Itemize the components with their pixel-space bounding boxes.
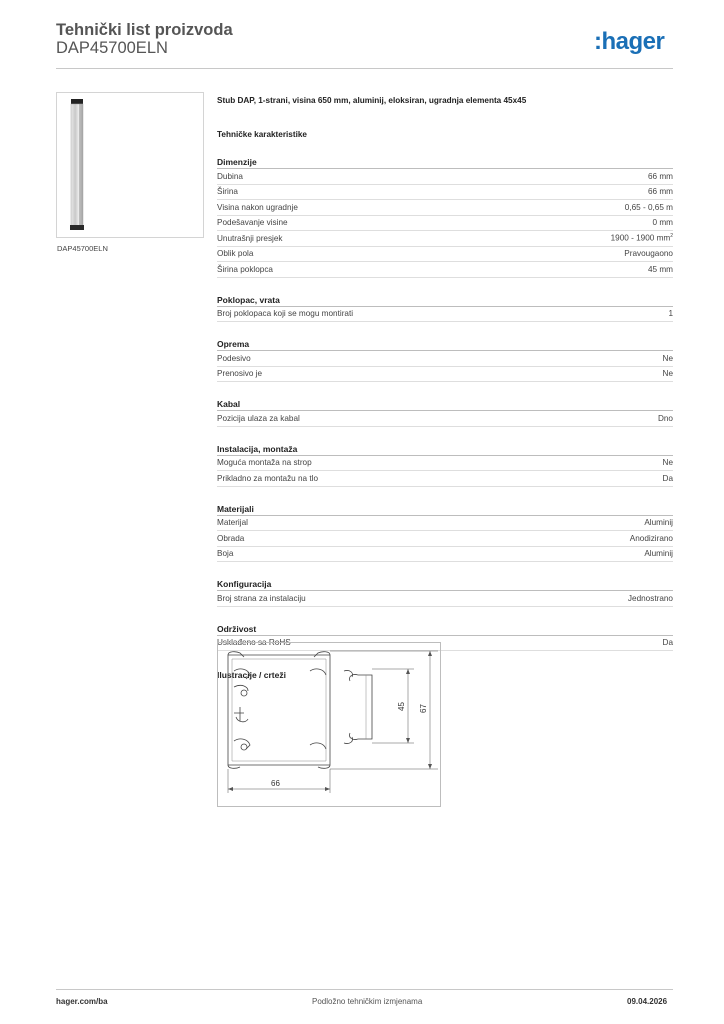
spec-row: [217, 307, 673, 323]
spec-label: Boja: [217, 549, 234, 559]
spec-row: [217, 247, 673, 263]
spec-value: Jednostrano: [627, 593, 673, 603]
section-materijali: [217, 503, 673, 563]
spec-value: Ne: [662, 369, 673, 379]
spec-value: 0 mm: [652, 218, 673, 228]
hager-logo-text: :hager: [594, 28, 665, 54]
dimension-width-label: 66: [271, 779, 280, 788]
spec-value: Ne: [662, 458, 673, 468]
section-dimenzije: [217, 156, 673, 278]
superscript: 2: [670, 233, 673, 240]
spec-label: Usklađeno sa RoHS: [217, 638, 291, 648]
dimension-inner-label: 45: [397, 702, 406, 711]
footer-divider: [56, 989, 673, 990]
header-divider: [56, 68, 673, 69]
spec-label: Materijal: [217, 518, 248, 528]
spec-label: Podesivo: [217, 353, 251, 363]
dimension-height-label: 67: [419, 704, 428, 713]
spec-value: Da: [662, 473, 673, 483]
spec-row: [217, 185, 673, 201]
section-heading: Kabal: [217, 398, 673, 411]
product-code: DAP45700ELN: [56, 39, 168, 57]
spec-row: [217, 200, 673, 216]
spec-label: Prenosivo je: [217, 369, 263, 379]
section-heading: Instalacija, montaža: [217, 443, 673, 456]
section-oprema: [217, 338, 673, 382]
spec-value: Da: [662, 638, 673, 648]
column-illustration: [57, 93, 203, 237]
spec-row: [217, 262, 673, 278]
spec-label: Dubina: [217, 171, 243, 181]
spec-value: 1900 - 1900 mm: [610, 234, 671, 244]
spec-value-wrap: [611, 233, 673, 243]
spec-row: [217, 456, 673, 472]
section-heading: Materijali: [217, 503, 673, 516]
document-title: Tehnički list proizvoda: [56, 21, 233, 39]
spec-value: Pravougaono: [624, 249, 673, 259]
spec-label: Moguća montaža na strop: [217, 458, 312, 468]
spec-label: Prikladno za montažu na tlo: [217, 473, 319, 483]
technical-drawing: [217, 642, 441, 807]
hager-logo: [594, 28, 674, 54]
spec-row: [217, 231, 673, 247]
spec-value: 1: [668, 309, 673, 319]
spec-value: Dno: [657, 413, 673, 423]
cross-section-drawing: [218, 643, 440, 806]
specifications: [217, 96, 673, 681]
section-poklopac-vrata: [217, 294, 673, 323]
spec-value: 45 mm: [647, 264, 673, 274]
spec-row: [217, 591, 673, 607]
spec-value: Aluminij: [644, 518, 673, 528]
section-heading: Oprema: [217, 338, 673, 351]
spec-row: [217, 516, 673, 532]
spec-label: Podešavanje visine: [217, 218, 288, 228]
section-heading: Dimenzije: [217, 156, 673, 169]
spec-value: 66 mm: [647, 187, 673, 197]
section-heading: Konfiguracija: [217, 578, 673, 591]
spec-value: 0,65 - 0,65 m: [624, 202, 673, 212]
product-description: Stub DAP, 1-strani, visina 650 mm, aluminij, eloksiran, ugradnja elementa 45x45: [217, 96, 527, 105]
spec-value: Anodizirano: [629, 533, 673, 543]
spec-label: Pozicija ulaza za kabal: [217, 413, 300, 423]
product-image-caption: DAP45700ELN: [57, 244, 108, 253]
section-instalacija: [217, 443, 673, 487]
footer-disclaimer: Podložno tehničkim izmjenama: [312, 997, 423, 1006]
spec-label: Unutrašnji presjek: [217, 233, 283, 243]
technical-characteristics-heading: Tehničke karakteristike: [217, 130, 307, 139]
spec-label: Obrada: [217, 533, 245, 543]
section-kabal: [217, 398, 673, 427]
spec-label: Širina: [217, 187, 238, 197]
footer-website: hager.com/ba: [56, 997, 108, 1006]
section-heading: Poklopac, vrata: [217, 294, 673, 307]
spec-label: Broj poklopaca koji se mogu montirati: [217, 309, 354, 319]
spec-value: Aluminij: [644, 549, 673, 559]
section-konfiguracija: [217, 578, 673, 607]
spec-row: [217, 471, 673, 487]
spec-row: [217, 351, 673, 367]
footer-date: 09.04.2026: [627, 997, 668, 1006]
spec-row: [217, 169, 673, 185]
spec-label: Broj strana za instalaciju: [217, 593, 306, 603]
spec-row: [217, 547, 673, 563]
product-image: [56, 92, 204, 238]
section-heading: Održivost: [217, 623, 673, 636]
spec-value: Ne: [662, 353, 673, 363]
spec-row: [217, 216, 673, 232]
spec-label: Širina poklopca: [217, 264, 273, 274]
spec-value: 66 mm: [647, 171, 673, 181]
spec-row: [217, 531, 673, 547]
spec-row: [217, 367, 673, 383]
illustrations-heading: Ilustracije / crteži: [217, 670, 286, 680]
spec-label: Oblik pola: [217, 249, 254, 259]
spec-label: Visina nakon ugradnje: [217, 202, 298, 212]
spec-row: [217, 411, 673, 427]
